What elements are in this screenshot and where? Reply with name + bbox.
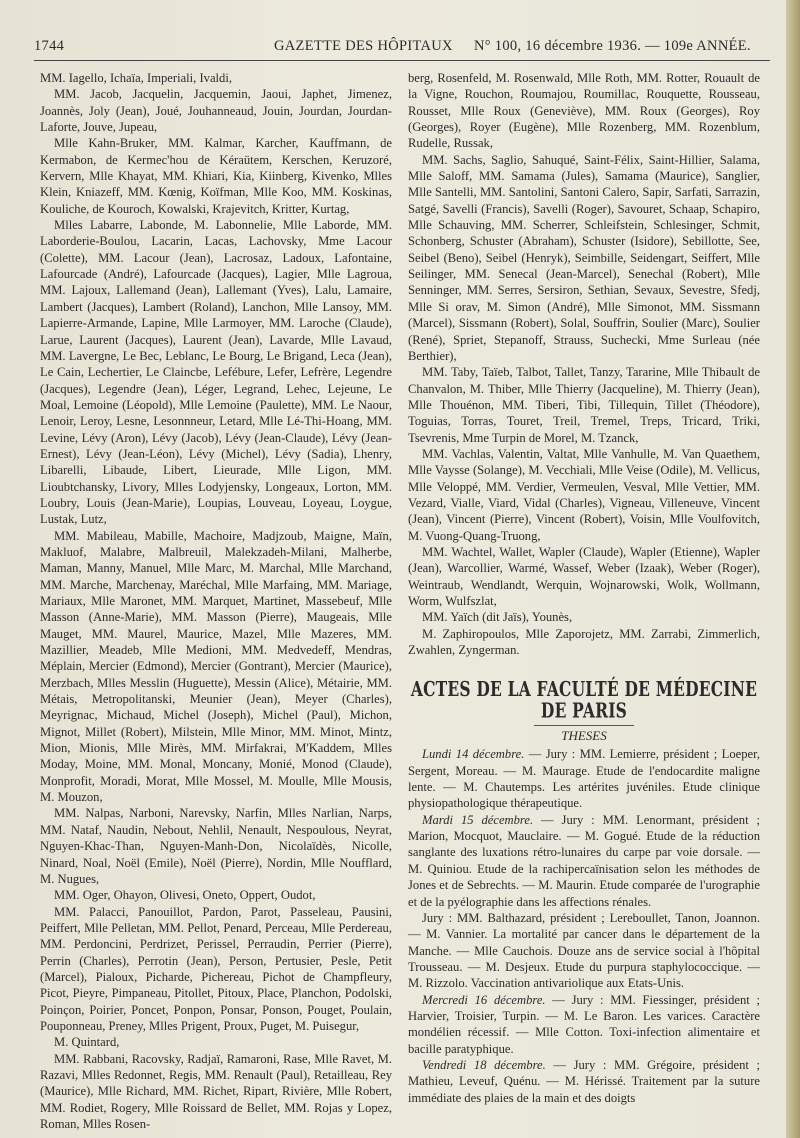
list-paragraph: M. Zaphiropoulos, Mlle Zaporojetz, MM. Zarrabi, Zimmerlich, Zwahlen, Zyngerman. — [408, 626, 760, 658]
right-column — [408, 70, 760, 1106]
list-paragraph: MM. Vachlas, Valentin, Valtat, Mlle Vanhulle, M. Van Quaethem, Mlle Vaysse (Solange), M. Vecchiali, Mlle Veise (Odile), M. Vellicus, Mlle Veloppé, MM. Verdier, Vermeulen, Vesval, Mlle Vettier, MM. Vezard, Vialle, Viard, Vidal (Charles), Vigneau, Villeneuve, Vincent (Jean), Vincent (Pierre), Vincent (Robert), Voisin, Mlle Voulfovitch, M. Vuong-Quang-Truong, — [408, 446, 760, 543]
thesis-text: — Jury : MM. Grégoire, président ; Mathieu, Leveuf, Quénu. — M. Hérissé. Traitement par la suture immédiate des plaies de la main et des doigts — [408, 1057, 760, 1105]
list-paragraph: MM. Mabileau, Mabille, Machoire, Madjzoub, Maigne, Maïn, Makluof, Malabre, Malbreuil, Malekzadeh-Milani, Malherbe, Maman, Manny, Manuel, Mlle Marc, M. Marchal, Mlle Marchand, MM. Marche, Marchenay, Maréchal, Mlle Marfaing, MM. Mariage, Mariaux, Mlle Maronet, MM. Marquet, Martinet, Massebeuf, Mlle Masson (Anne-Marie), MM. Masson (Pierre), Maugeais, Mlle Mauget, MM. Maurel, Maurice, Mazel, Mlle Mazeres, MM. Mazillier, Meadeb, Mlle Medioni, MM. Medvedeff, Mendras, Méplain, Mercier (Edmond), Mercier (Gontrant), Mercier (Maurice), Merzbach, Mlles Messlin (Huguette), Messin (Alice), Métairie, MM. Métais, Metropolitanski, Meunier (Jean), Meyer (Charles), Meyrignac, Michaud, Michel (Joseph), Michel (Paul), Michon, Mignot, Millet (Robert), Milstein, Mlle Minor, MM. Minot, Mintz, Mion, Mionis, Mlle Mirès, MM. Mirfakrai, M'Kaddem, Mlles Moday, Moine, MM. Monal, Moncany, Monié, Monod (Claude), Monprofit, Moradi, Morat, Mlle Mossel, M. Moulle, Mlle Mousis, M. Mouzon, — [40, 528, 392, 805]
issue-info: N° 100, 16 décembre 1936. — 109e ANNÉE. — [474, 38, 751, 54]
thesis-entry — [408, 746, 760, 811]
list-paragraph: MM. Jacob, Jacquelin, Jacquemin, Jaoui, Japhet, Jimenez, Joannès, Joly (Jean), Joué, Jouhanneaud, Jouin, Jourdan, Jourdan-Laforte, Jouve, Jupeau, — [40, 87, 392, 135]
thesis-text: — Jury : MM. Lemierre, président ; Loeper, Sergent, Moreau. — M. Maurage. Etude de l'endocardite maligne lente. — M. Chautemps. Les artérites juvéniles. Etude clinique physiopathologique thérapeutique. — [408, 747, 760, 811]
section-rule — [534, 725, 634, 726]
page-header — [34, 38, 774, 60]
list-paragraph: MM. Yaïch (dit Jaïs), Younès, — [422, 610, 573, 625]
thesis-day: Vendredi 18 décembre. — [422, 1057, 546, 1072]
list-paragraph: berg, Rosenfeld, M. Rosenwald, Mlle Roth, MM. Rotter, Rouault de la Vigne, Rouchon, Roumajou, Roumillac, Rouquette, Rousseau, Rousset, Mlle Roux (Geneviève), MM. Roux (Georges), Roy (Georges), Royer (Eugène), Mlle Rozenberg, MM. Rozenblum, Rudelle, Russak, — [408, 71, 760, 151]
thesis-entry — [408, 1057, 760, 1106]
thesis-day: Lundi 14 décembre. — [422, 747, 525, 762]
list-paragraph: MM. Rabbani, Racovsky, Radjaï, Ramaroni, Rase, Mlle Ravet, M. Razavi, Mlles Redonnet, Regis, MM. Renault (Paul), Retailleau, Rey (Maurice), Mlle Richard, MM. Richet, Ripart, Rivière, Mlle Robert, MM. Rodiet, Rogery, Mlle Roissard de Bellet, MM. Rojas y Lopez, Roman, Mlles Rosen- — [40, 1051, 392, 1131]
list-paragraph: Mlles Labarre, Labonde, M. Labonnelie, Mlle Laborde, MM. Laborderie-Boulou, Lacarin, Lacas, Lachovsky, Mme Lacour (Colette), MM. Lacour (Jean), Lacrosaz, Ladoux, Lafontaine, Lafourcade (André), Lafourcade (Jacques), Lagier, Mlle Lagroua, MM. Lajoux, Lallemand (Jean), Lallemant (Yves), Lalu, Lamaire, Lambert (Jacques), Lambert (Roland), Lanchon, Mlle Lansoy, MM. Lapierre-Armande, Lapine, Mlle Larmoyer, MM. Laroche (Claude), Larue, Laurent (Jacques), Laurent (Jean), Lavarde, Mlle Lavaud, MM. Lavergne, Le Bec, Leblanc, Le Bourg, Le Brigand, Leca (Jean), Le Cain, Lechertier, Le Claincbe, Lefébure, Lefer, Lefrère, Legendre (Jacques), Legendre (Jean), Léger, Legrand, Lehec, Lejeune, Le Moal, Lemoine (Léopold), Mlle Lemoine (Paulette), MM. Le Naour, Lenoir, Leroy, Lesne, Lesonnneur, Letard, Mlle Lé-Thi-Hoang, MM. Levine, Lévy (Aron), Lévy (Jacob), Lévy (Jean-Claude), Lévy (Jean-Ernest), Lévy (Jean-Léon), Lévy (Michel), Lévy (Sadia), Lhenry, Libarelli, Libaude, Libert, Lieurade, Mlle Ligon, MM. Lioubtchansky, Livory, Mlles Lodyjensky, Longeaux, Lorton, MM. Loubry, Louis (Jean-Marie), Loupias, Louveau, Loyeau, Loygue, Lustak, Lutz, — [40, 218, 392, 527]
thesis-entry — [408, 812, 760, 910]
list-paragraph: M. Quintard, — [54, 1035, 120, 1050]
thesis-entry — [408, 992, 760, 1057]
thesis-day: Mercredi 16 décembre. — [422, 992, 546, 1007]
list-paragraph: MM. Wachtel, Wallet, Wapler (Claude), Wapler (Etienne), Wapler (Jean), Warcollier, Warmé, Wassef, Weber (Izaak), Weber (Roger), Weintraub, Wendlandt, Werquin, Wojnarowski, Wolk, Wollmann, Worm, Wulfszlat, — [408, 544, 760, 608]
thesis-text: Jury : MM. Balthazard, président ; Lereboullet, Tanon, Joannon. — M. Vannier. La mortalité par cancer dans le département de la Manche. — Mlle Cauchois. Douze ans de service social à l'hôpital Trousseau. — M. Desjeux. Etude du purpura staphylococcique. — M. Rizzolo. Vaccination antivariolique aux Etats-Unis. — [408, 910, 760, 991]
thesis-day: Mardi 15 décembre. — [422, 812, 534, 827]
list-paragraph: MM. Taby, Taïeb, Talbot, Tallet, Tanzy, Tararine, Mlle Thibault de Chanvalon, M. Thiber, Mlle Thierry (Jacqueline), M. Thierry (Jean), Mlle Thouénon, MM. Tiberi, Tibi, Tillequin, Tillet (Théodore), Toguias, Torras, Touret, Treil, Tremel, Treps, Tricard, Triki, Tsevrenis, Mme Turpin de Morel, M. Tzanck, — [408, 365, 760, 445]
header-rule — [34, 60, 770, 61]
list-paragraph: MM. Nalpas, Narboni, Narevsky, Narfin, Mlles Narlian, Narps, MM. Nataf, Naudin, Nebout, Nehlil, Nenault, Nespoulous, Neyrat, Nguyen-Khac-Than, Nguyen-Manh-Don, Nicolaïdès, Nicolle, Ninard, Noal, Noël (Emile), Noël (Pierre), Nordin, Mlle Noufflard, M. Nugues, — [40, 806, 392, 886]
list-paragraph: MM. Oger, Ohayon, Olivesi, Oneto, Oppert, Oudot, — [54, 888, 316, 903]
section-title: ACTES DE LA FACULTÉ DE MÉDECINE DE PARIS — [410, 675, 758, 724]
thesis-text: — Jury : MM. Lenormant, président ; Marion, Mocquot, Mauclaire. — M. Gogué. Etude de la réduction sanglante des luxations rétro-lunaires du carpe par voie dorsale. — M. Quiniou. Etude de la rachipercaïnisation selon les méthodes de Jones et de Sebrechts. — M. Maurin. Etude comparée de l'urographie et de la pyélographie dans les affections rénales. — [408, 812, 760, 909]
page-number: 1744 — [34, 38, 65, 54]
thesis-text: — Jury : MM. Fiessinger, président ; Harvier, Troisier, Turpin. — M. Le Baron. Les varices. Caractère mondélien récessif. — Mlle Cotton. Toxi-infection alimentaire et bacille paratyphique. — [408, 992, 760, 1056]
list-paragraph: MM. Iagello, Ichaïa, Imperiali, Ivaldi, — [40, 71, 232, 85]
journal-title: GAZETTE DES HÔPITAUX — [274, 38, 453, 54]
thesis-entry — [408, 910, 760, 992]
subsection-title: THESES — [561, 728, 607, 744]
list-paragraph: Mlle Kahn-Bruker, MM. Kalmar, Karcher, Kauffmann, de Kermabon, de Kermec'hou de Kéraütem, Kerschen, Keruzoré, Kervern, Mlle Khayat, MM. Khiari, Kia, Kiinberg, Kivenko, Mlles Klein, Kniazeff, MM. Kœnig, Koïfman, Mlle Koo, MM. Koskinas, Kouliche, de Kouroch, Kowalski, Krajevitch, Kritter, Kurtag, — [40, 136, 392, 216]
list-paragraph: MM. Sachs, Saglio, Sahuqué, Saint-Félix, Saint-Hillier, Salama, Mlle Saloff, MM. Samama (Jules), Samama (Maurice), Sanglier, Mlle Santelli, MM. Santolini, Santoni Calero, Sapir, Sarfati, Sarrazin, Satgé, Savelli (Francis), Savelli (Roger), Savouret, Schaap, Schapiro, Mlle Schauving, MM. Scherrer, Schleifstein, Schlesinger, Schmit, Schonberg, Schuster (Abraham), Schuster (Isidore), Sebillotte, See, Seibel (Beno), Seibel (Henryk), Seimbille, Seidengart, Seiffert, Mlle Seilinger, MM. Senecal (Jean-Marcel), Senechal (Robert), Mlle Senninger, MM. Serres, Sersiron, Sethian, Sevaux, Sevestre, Sfedj, Mlle Si orav, M. Simon (André), Mlle Simonot, MM. Sissmann (Marcel), Sissmann (Robert), Solal, Souffrin, Soulier (Marc), Soulier (René), Spriet, Stepanoff, Strauss, Suchecki, Mme Surleau (née Berthier), — [408, 152, 760, 363]
left-column — [40, 70, 392, 1132]
list-paragraph: MM. Palacci, Panouillot, Pardon, Parot, Passeleau, Pausini, Peiffert, Mlle Pelletan, MM. Pellot, Penard, Perceau, Mlle Perdereau, MM. Perdoncini, Perdrizet, Perissel, Perraudin, Perrier (Pierre), Perrin (Charles), Perrotin (Jean), Person, Pertusier, Pesle, Petit (Marcel), Pialoux, Picharde, Pichereau, Pichot de Champfleury, Picot, Pieyre, Pimpaneau, Pitollet, Pitoux, Place, Planchon, Podolski, Poinçon, Poirier, Poncet, Ponpon, Ponsar, Ponson, Pouget, Poulain, Pouponneau, Preney, Mlles Prigent, Proux, Puget, M. Puisegur, — [40, 904, 392, 1033]
page-edge — [786, 0, 800, 1138]
